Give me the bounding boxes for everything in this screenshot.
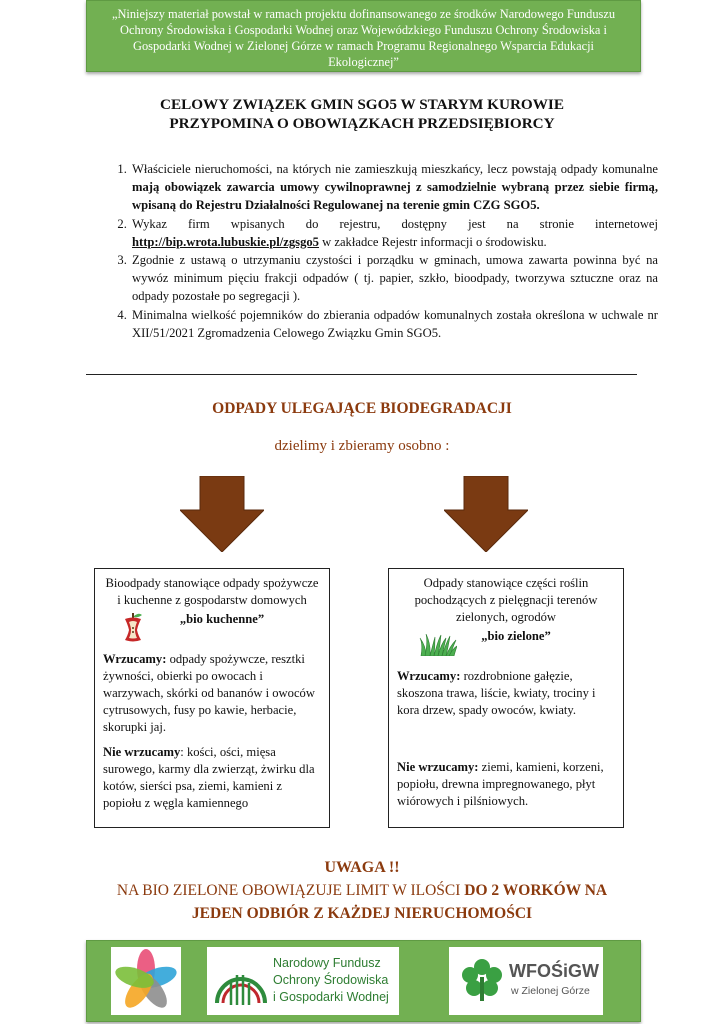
section-divider <box>86 374 637 375</box>
bio-subheading: dzielimy i zbieramy osobno : <box>274 438 450 454</box>
bio-green-tag: „bio zielone” <box>481 629 551 643</box>
banner-text: „Niniejszy materiał powstał w ramach projektu dofinansowanego ze środków Narodowego Funduszu Ochrony Środowiska i Gospodarki Wodnej oraz Wojewódzkiego Funduszu Ochrony Środowiska i Gospodarki Wodnej w Zielonej Górze w ramach Programu Regionalnego Wsparcia Edukacji Ekologicznej” <box>111 7 616 69</box>
title-line-1: CELOWY ZWIĄZEK GMIN SGO5 W STARYM KUROWIE <box>160 96 564 113</box>
bip-link[interactable]: http://bip.wrota.lubuskie.pl/zgsgo5 <box>132 234 319 249</box>
warning-title: UWAGA !! <box>324 859 400 876</box>
warning-line-2 <box>0 881 724 901</box>
obligation-2-text-end: w zakładce Rejestr informacji o środowisku. <box>318 234 547 249</box>
nfosigw-emblem-icon <box>213 953 269 1009</box>
hands-logo-icon <box>111 947 181 1015</box>
warning-line-2-text: NA BIO ZIELONE OBOWIĄZUJE LIMIT W ILOŚCI <box>116 882 465 899</box>
accepted-text: odpady spożywcze, resztki żywności, obierki po owocach i warzywach, skórki od bananów i owoców cytrusowych, fusy po kawie, herbacie, skorupki jaj. <box>103 652 315 734</box>
obligation-item-1 <box>130 160 658 215</box>
bio-kitchen-tag: „bio kuchenne” <box>179 612 265 626</box>
bio-green-icon-row <box>397 626 615 662</box>
arrow-down-icon <box>180 476 264 552</box>
arrow-down-icon <box>444 476 528 552</box>
nfosigw-name-line-3: i Gospodarki Wodnej <box>273 990 389 1004</box>
project-banner <box>86 0 641 72</box>
rejected-label: Nie wrzucamy: <box>397 760 479 774</box>
obligation-3-text: Zgodnie z ustawą o utrzymaniu czystości i porządku w gminach, umowa zawarta powinna być na wywóz minimum pięciu frakcji odpadów ( tj. papier, szkło, bioodpady, tworzywa sztuczne oraz na odpady pozostałe po segregacji ). <box>132 253 658 304</box>
bio-kitchen-accepted <box>103 651 321 736</box>
wfosigw-name: WFOŚiGW <box>509 961 599 981</box>
bio-green-rejected <box>397 759 615 810</box>
obligation-1-bold: mają obowiązek zawarcia umowy cywilnoprawnej z samodzielnie wybraną przez siebie firmą, wpisaną do Rejestru Działalności Regulowanej na terenie gmin CZG SGO5. <box>132 180 658 213</box>
rejected-text: ziemi, kamieni, korzeni, popiołu, drewna impregnowanego, płyt wiórowych i pilśniowych. <box>397 760 604 808</box>
accepted-label: Wrzucamy: <box>103 652 167 666</box>
bio-kitchen-icon-row <box>103 609 321 645</box>
footer-logos <box>86 940 641 1022</box>
bio-green-accepted <box>397 668 615 719</box>
obligation-1-text: Właściciele nieruchomości, na których nie zamieszkują mieszkańcy, lecz powstają odpady komunalne <box>132 162 658 176</box>
title-line-2: PRZYPOMINA O OBOWIĄZKACH PRZEDSIĘBIORCY <box>169 115 555 132</box>
warning-line-2-bold: DO 2 WORKÓW NA <box>464 882 608 899</box>
accepted-label: Wrzucamy: <box>397 669 461 683</box>
obligations-list <box>108 160 658 342</box>
wfosigw-subtitle: w Zielonej Górze <box>511 985 590 997</box>
nfosigw-name-line-2: Ochrony Środowiska <box>273 973 389 987</box>
hands-logo <box>111 947 181 1015</box>
wfosigw-logo <box>449 947 603 1015</box>
rejected-text: : kości, ości, mięsa surowego, karmy dla zwierząt, żwirku dla kotów, sierści psa, ziemi, kamieni z popiołu z węgla kamiennego <box>103 745 315 810</box>
page-title <box>0 95 724 133</box>
obligation-2-text: Wykaz firm wpisanych do rejestru, dostępny jest na stronie internetowej <box>132 216 658 231</box>
nfosigw-name-line-1: Narodowy Fundusz <box>273 956 381 970</box>
obligation-item-2 <box>130 215 658 251</box>
warning-line-3: JEDEN ODBIÓR Z KAŻDEJ NIERUCHOMOŚCI <box>191 905 533 922</box>
bio-green-box <box>388 568 624 828</box>
obligation-item-4 <box>130 306 658 342</box>
nfosigw-name <box>273 955 389 1006</box>
bio-heading: ODPADY ULEGAJĄCE BIODEGRADACJI <box>212 400 512 417</box>
obligation-item-3 <box>130 251 658 306</box>
leaf-emblem-icon <box>459 957 505 1003</box>
bio-kitchen-box <box>94 568 330 828</box>
nfosigw-logo <box>207 947 399 1015</box>
rejected-label: Nie wrzucamy <box>103 745 181 759</box>
obligation-4-text: Minimalna wielkość pojemników do zbierania odpadów komunalnych została określona w uchwale nr XII/51/2021 Zgromadzenia Celowego Związku Gmin SGO5. <box>132 307 658 340</box>
bio-kitchen-rejected <box>103 744 321 812</box>
bio-kitchen-header: Bioodpady stanowiące odpady spożywcze i kuchenne z gospodarstw domowych <box>105 576 319 607</box>
bio-green-header: Odpady stanowiące części roślin pochodzących z pielęgnacji terenów zielonych, ogrodów <box>414 576 598 624</box>
accepted-text: rozdrobnione gałęzie, skoszona trawa, liście, kwiaty, trociny i kora drzew, spady owoców, kwiaty. <box>397 669 596 717</box>
